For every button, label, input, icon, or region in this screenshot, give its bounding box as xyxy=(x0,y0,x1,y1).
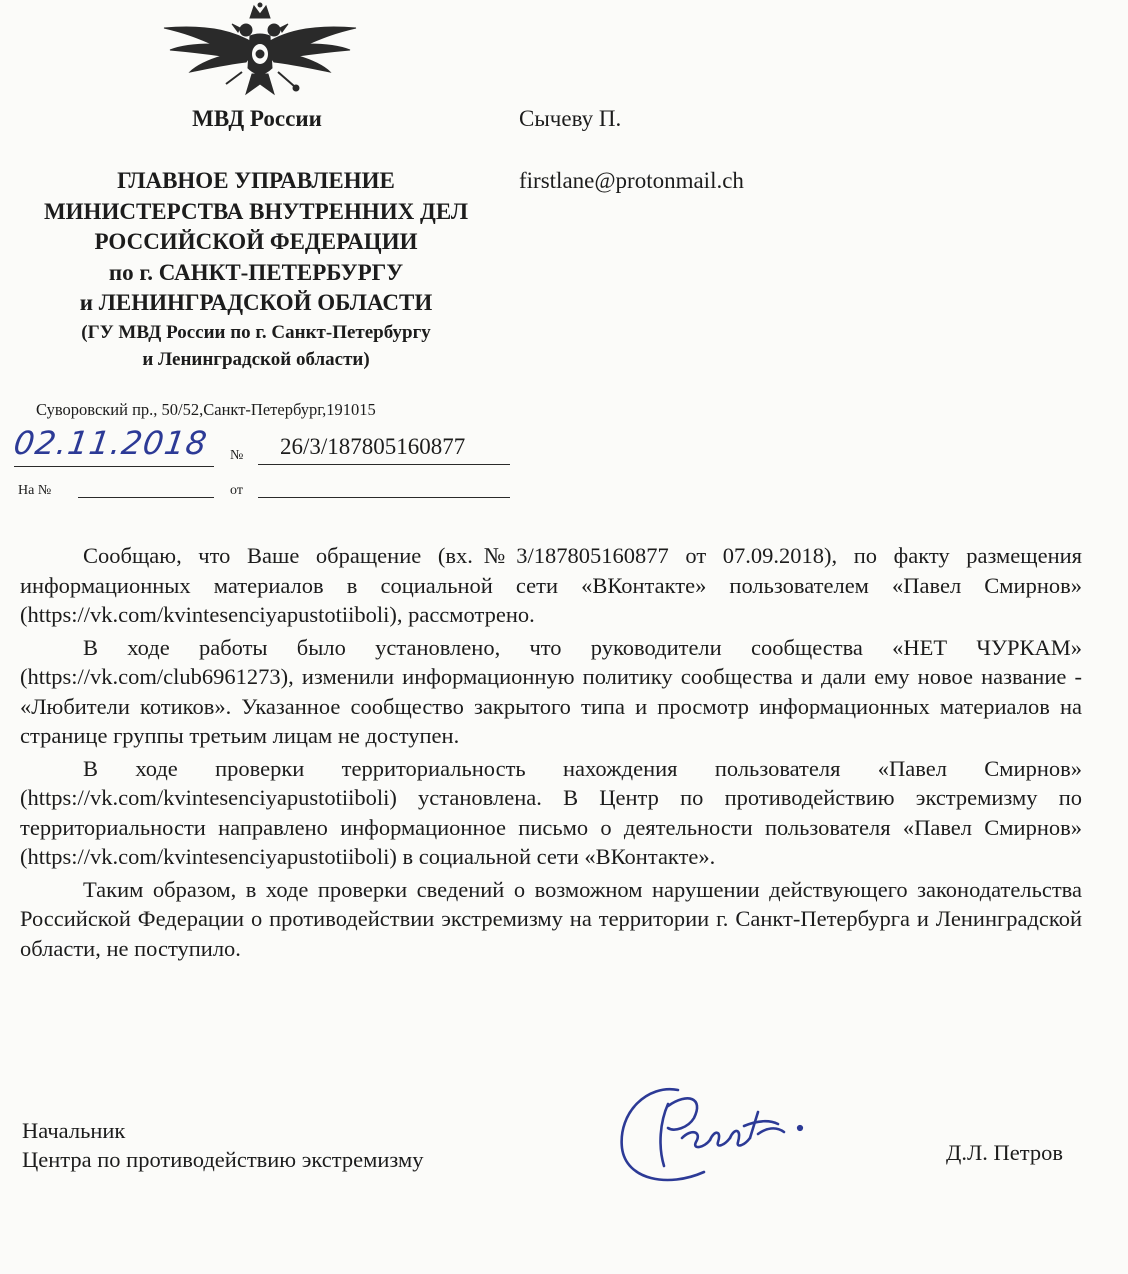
letter-body xyxy=(20,541,1082,966)
double-headed-eagle-emblem-icon xyxy=(150,2,370,100)
org-line-4: по г. САНКТ-ПЕТЕРБУРГУ xyxy=(108,259,404,285)
number-sign: № xyxy=(230,448,244,463)
number-underline xyxy=(258,464,510,465)
org-short-name: МВД России xyxy=(192,106,322,131)
recipient-email: firstlane@protonmail.ch xyxy=(519,168,744,193)
org-line-3: РОССИЙСКОЙ ФЕДЕРАЦИИ xyxy=(94,229,418,254)
org-line-1: ГЛАВНОЕ УПРАВЛЕНИЕ xyxy=(117,168,395,193)
org-address: Суворовский пр., 50/52,Санкт-Петербург,191015 xyxy=(36,400,376,419)
org-line-5: и ЛЕНИНГРАДСКОЙ ОБЛАСТИ xyxy=(79,290,433,315)
handwritten-date: 02.11.2018 xyxy=(11,424,210,462)
org-abbrev-line-2: и Ленинградской области) xyxy=(142,348,370,370)
body-paragraph-3: В ходе проверки территориальность нахождения пользователя «Павел Смирнов» (https://vk.com/kvintesenciyapustotiiboli) установлена. В Центр по противодействию экстремизму по территориальности направлено информационное письмо о деятельности пользователя «Павел Смирнов» (https://vk.com/kvintesenciyapustotiiboli) в социальной сети «ВКонтакте». xyxy=(20,755,1082,869)
handwritten-signature-icon xyxy=(608,1062,818,1194)
org-line-2: МИНИСТЕРСТВА ВНУТРЕННИХ ДЕЛ xyxy=(43,198,469,224)
body-paragraph-2: В ходе работы было установлено, что руководители сообщества «НЕТ ЧУРКАМ» (https://vk.com/club6961273), изменили информационную политику сообщества и дали ему новое название - «Любители котиков». Указанное сообщество закрытого типа и просмотр информационных материалов на странице группы третьим лицам не доступен. xyxy=(20,634,1082,748)
reference-underline xyxy=(78,497,214,498)
reference-label: На № xyxy=(18,483,52,498)
registration-number: 26/3/187805160877 xyxy=(280,434,466,459)
body-paragraph-4: Таким образом, в ходе проверки сведений о возможном нарушении действующего законодательства Российской Федерации о противодействии экстремизму на территории г. Санкт-Петербурга и Ленинградской области, не поступило. xyxy=(20,876,1082,961)
org-full-name-block xyxy=(14,166,498,373)
signatory-name: Д.Л. Петров xyxy=(946,1140,1063,1165)
reference-from-underline xyxy=(258,497,510,498)
date-underline xyxy=(14,466,214,467)
reference-from-label: от xyxy=(230,483,243,498)
org-abbrev-line-1: (ГУ МВД России по г. Санкт-Петербургу xyxy=(81,321,431,343)
signatory-title xyxy=(22,1116,423,1174)
recipient-name: Сычеву П. xyxy=(519,106,622,131)
signatory-title-line-1: Начальник xyxy=(22,1118,126,1143)
body-paragraph-1: Сообщаю, что Ваше обращение (вх.№3/187805160877 от 07.09.2018), по факту размещения информационных материалов в социальной сети «ВКонтакте» пользователем «Павел Смирнов» (https://vk.com/kvintesenciyapustotiiboli), рассмотрено. xyxy=(20,543,1082,627)
signatory-title-line-2: Центра по противодействию экстремизму xyxy=(22,1147,424,1172)
